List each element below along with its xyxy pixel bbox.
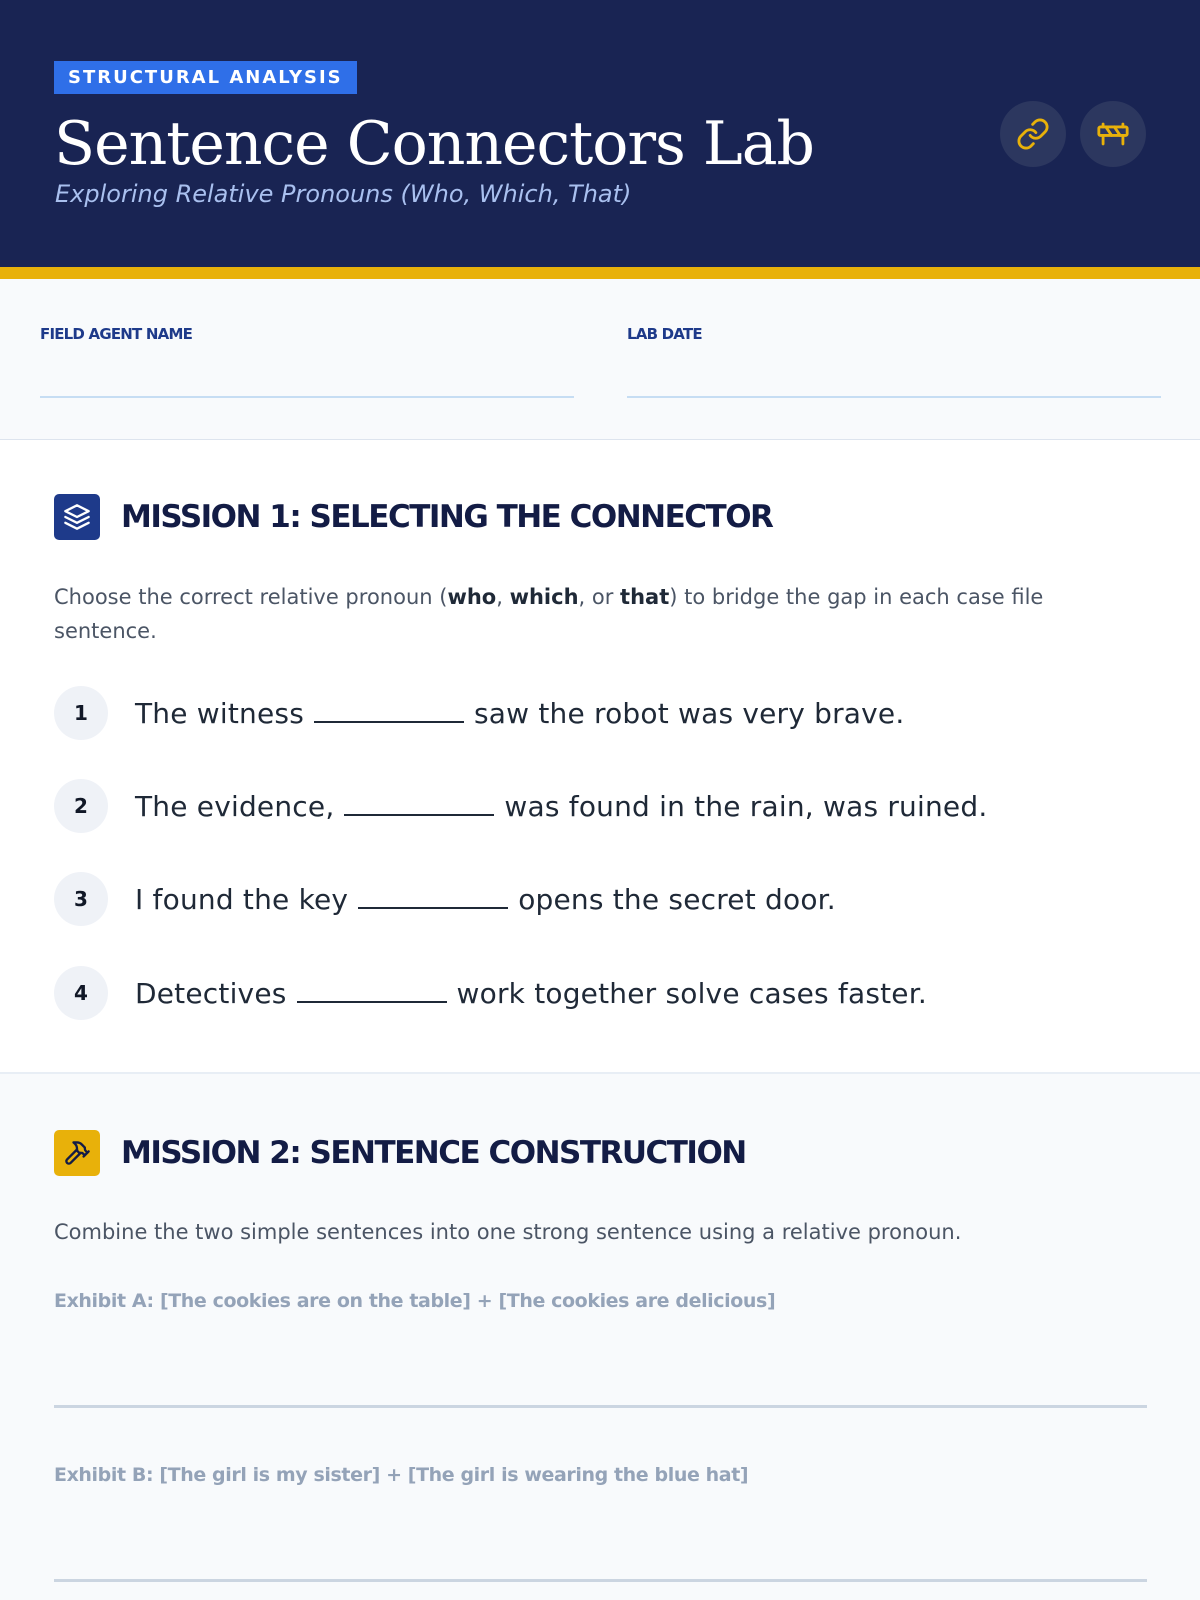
answer-blank[interactable] [314, 697, 464, 723]
question-number: 1 [54, 686, 108, 740]
mission-2-section [0, 1074, 1200, 1600]
exhibit-b-prompt: Exhibit B: [The girl is my sister] + [The girl is wearing the blue hat] [54, 1464, 749, 1486]
link-button[interactable] [1000, 101, 1066, 167]
page-subtitle: Exploring Relative Pronouns (Who, Which, That) [55, 180, 632, 208]
layers-icon [63, 503, 91, 531]
mission-1-icon-box [54, 494, 100, 540]
exhibit-b-answer-line[interactable] [54, 1579, 1147, 1582]
question-text: The evidence, was found in the rain, was ruined. [135, 789, 988, 823]
page-title: Sentence Connectors Lab [54, 109, 814, 179]
agent-name-field[interactable] [40, 396, 574, 398]
mission-1-section [0, 440, 1200, 1074]
agent-name-label: FIELD AGENT NAME [40, 325, 193, 343]
question-text: Detectives work together solve cases faster. [135, 976, 927, 1010]
question-text: I found the key opens the secret door. [135, 882, 836, 916]
hammer-icon [63, 1139, 91, 1167]
category-tag: STRUCTURAL ANALYSIS [54, 61, 357, 94]
answer-blank[interactable] [297, 977, 447, 1003]
mission-2-icon-box [54, 1130, 100, 1176]
exhibit-a-prompt: Exhibit A: [The cookies are on the table] + [The cookies are delicious] [54, 1290, 776, 1312]
question-item [54, 779, 987, 833]
link-icon [1016, 117, 1050, 151]
agent-info-section [0, 279, 1200, 440]
question-item [54, 686, 904, 740]
question-number: 2 [54, 779, 108, 833]
lab-date-field[interactable] [627, 396, 1161, 398]
lab-date-label: LAB DATE [627, 325, 702, 343]
question-number: 4 [54, 966, 108, 1020]
question-item [54, 872, 836, 926]
mission-2-title: MISSION 2: SENTENCE CONSTRUCTION [121, 1135, 746, 1171]
mission-1-title: MISSION 1: SELECTING THE CONNECTOR [121, 499, 773, 535]
exhibit-a-answer-line[interactable] [54, 1405, 1147, 1408]
question-item [54, 966, 927, 1020]
answer-blank[interactable] [358, 883, 508, 909]
worksheet-header [0, 0, 1200, 267]
answer-blank[interactable] [344, 790, 494, 816]
question-text: The witness saw the robot was very brave. [135, 696, 905, 730]
question-number: 3 [54, 872, 108, 926]
mission-1-instruction: Choose the correct relative pronoun (who, which, or that) to bridge the gap in each case file sentence. [54, 585, 1044, 643]
barrier-button[interactable] [1080, 101, 1146, 167]
barrier-icon [1096, 117, 1130, 151]
header-accent-stripe [0, 267, 1200, 279]
mission-2-instruction: Combine the two simple sentences into one strong sentence using a relative pronoun. [54, 1220, 962, 1244]
